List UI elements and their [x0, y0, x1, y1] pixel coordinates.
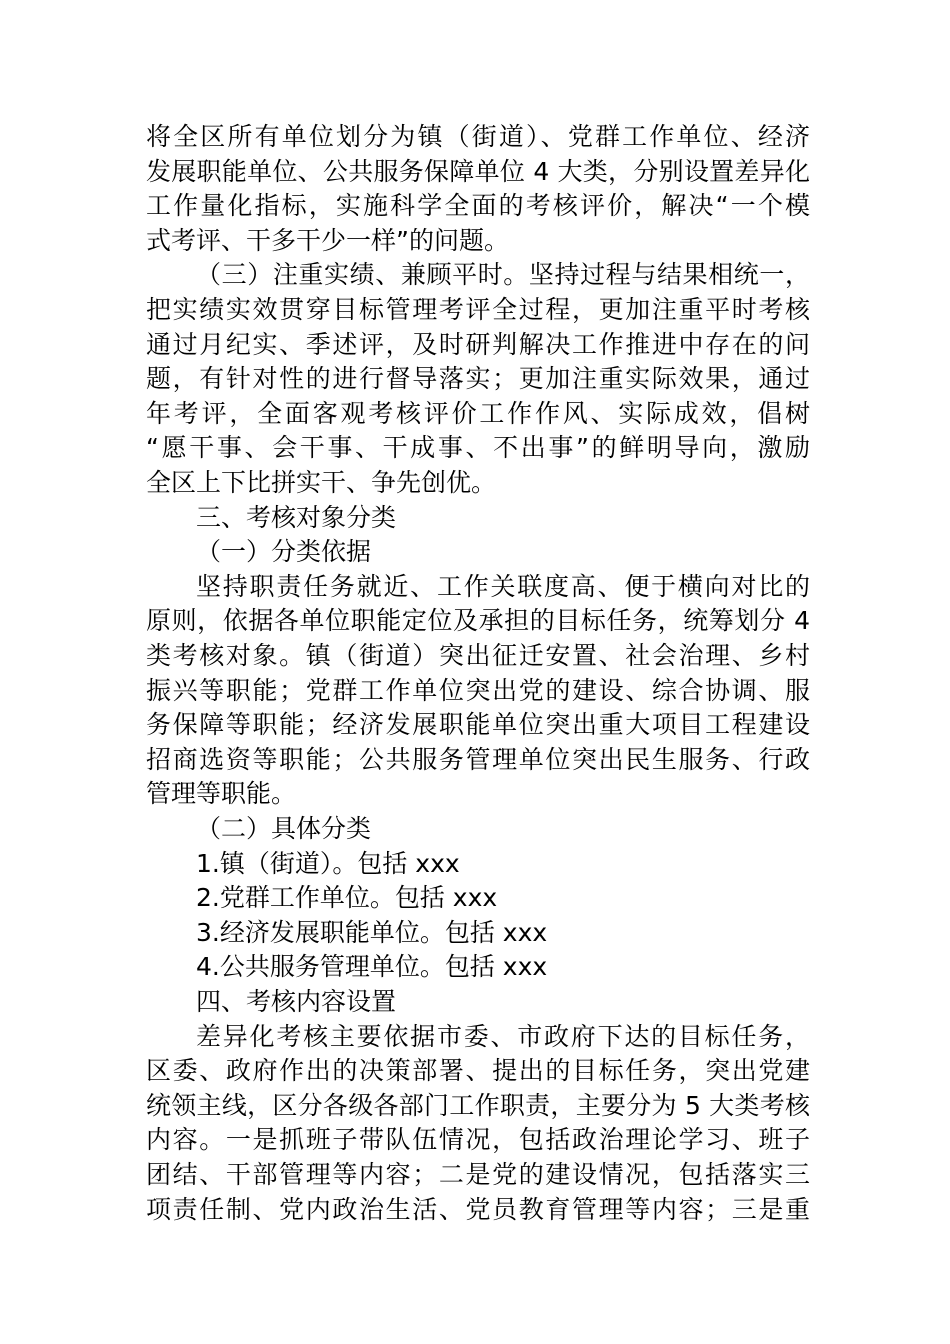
- text-line: 题，有针对性的进行督导落实；更加注重实际效果，通过: [146, 364, 810, 394]
- text-line: 内容。一是抓班子带队伍情况，包括政治理论学习、班子: [146, 1125, 810, 1155]
- text-line: 务保障等职能；经济发展职能单位突出重大项目工程建设: [146, 710, 810, 740]
- text-line: 团结、干部管理等内容；二是党的建设情况，包括落实三: [146, 1160, 810, 1189]
- text-line: 4.公共服务管理单位。包括 xxx: [196, 952, 548, 982]
- text-line: 2.党群工作单位。包括 xxx: [196, 883, 498, 913]
- text-line: 1.镇（街道）。包括 xxx: [196, 848, 460, 878]
- text-line: 3.经济发展职能单位。包括 xxx: [196, 917, 548, 947]
- text-line: 发展职能单位、公共服务保障单位 4 大类，分别设置差异化: [146, 156, 810, 186]
- text-line: 差异化考核主要依据市委、市政府下达的目标任务，: [196, 1021, 810, 1051]
- text-line: 坚持职责任务就近、工作关联度高、便于横向对比的: [196, 571, 810, 601]
- text-line: 类考核对象。镇（街道）突出征迁安置、社会治理、乡村: [146, 641, 810, 670]
- text-line: 通过月纪实、季述评，及时研判解决工作推进中存在的问: [146, 329, 810, 359]
- text-line: 将全区所有单位划分为镇（街道）、党群工作单位、经济: [146, 122, 810, 151]
- text-line: 统领主线，区分各级各部门工作职责，主要分为 5 大类考核: [146, 1090, 810, 1120]
- text-line: “愿干事、会干事、干成事、不出事”的鲜明导向，激励: [146, 433, 810, 463]
- text-line: （三）注重实绩、兼顾平时。坚持过程与结果相统一，: [196, 260, 810, 290]
- text-line: 招商选资等职能；公共服务管理单位突出民生服务、行政: [146, 744, 810, 774]
- text-line: 管理等职能。: [146, 779, 297, 809]
- text-line: 原则，依据各单位职能定位及承担的目标任务，统筹划分 4: [146, 606, 810, 636]
- text-line: 区委、政府作出的决策部署、提出的目标任务，突出党建: [146, 1056, 810, 1086]
- text-line: 式考评、干多干少一样”的问题。: [146, 225, 509, 255]
- text-line: 项责任制、党内政治生活、党员教育管理等内容；三是重: [146, 1194, 810, 1224]
- text-line: 振兴等职能；党群工作单位突出党的建设、综合协调、服: [146, 675, 810, 705]
- text-line: （二）具体分类: [196, 814, 372, 843]
- text-line: 把实绩实效贯穿目标管理考评全过程，更加注重平时考核: [146, 295, 810, 324]
- text-line: 工作量化指标，实施科学全面的考核评价，解决“一个模: [146, 191, 810, 221]
- text-line: 三、考核对象分类: [196, 502, 397, 532]
- text-line: 年考评，全面客观考核评价工作作风、实际成效，倡树: [146, 398, 810, 428]
- text-line: 全区上下比拼实干、争先创优。: [146, 468, 497, 497]
- text-line: 四、考核内容设置: [196, 987, 397, 1016]
- text-line: （一）分类依据: [196, 537, 372, 567]
